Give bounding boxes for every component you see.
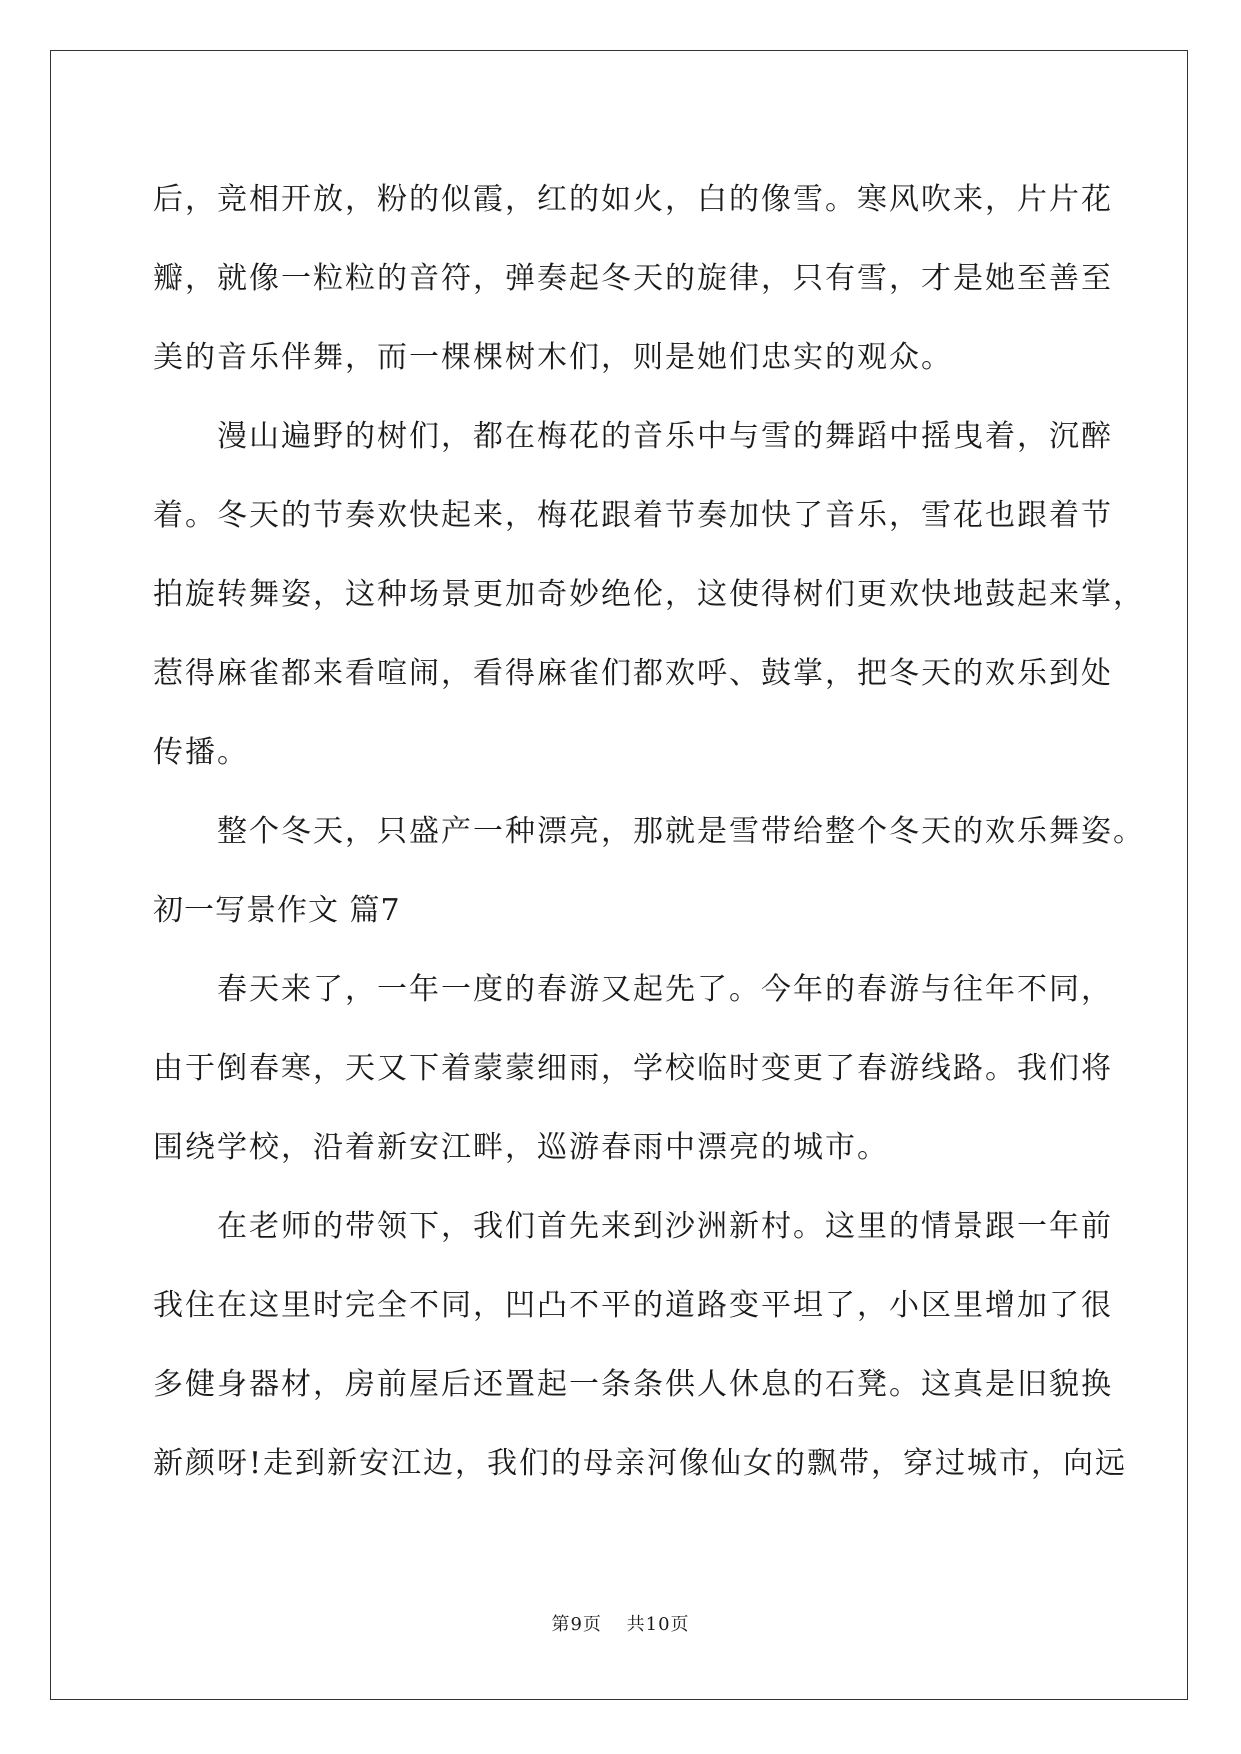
text-line: 新颜呀!走到新安江边，我们的母亲河像仙女的飘带，穿过城市，向远 xyxy=(153,1446,1128,1481)
text-line: 美的音乐伴舞，而一棵棵树木们，则是她们忠实的观众。 xyxy=(153,340,953,375)
section-heading: 初一写景作文 篇7 xyxy=(153,893,401,928)
text-line: 瓣，就像一粒粒的音符，弹奏起冬天的旋律，只有雪，才是她至善至 xyxy=(153,261,1113,296)
text-line: 惹得麻雀都来看喧闹，看得麻雀们都欢呼、鼓掌，把冬天的欢乐到处 xyxy=(153,656,1113,691)
text-line: 漫山遍野的树们，都在梅花的音乐中与雪的舞蹈中摇曳着，沉醉 xyxy=(217,419,1113,454)
text-line: 在老师的带领下，我们首先来到沙洲新村。这里的情景跟一年前 xyxy=(217,1209,1113,1244)
text-line: 传播。 xyxy=(153,735,249,770)
text-line: 后，竞相开放，粉的似霞，红的如火，白的像雪。寒风吹来，片片花 xyxy=(153,182,1113,217)
document-body xyxy=(153,160,1145,1503)
text-line: 围绕学校，沿着新安江畔，巡游春雨中漂亮的城市。 xyxy=(153,1130,889,1165)
text-line: 多健身器材，房前屋后还置起一条条供人休息的石凳。这真是旧貌换 xyxy=(153,1367,1113,1402)
text-line: 由于倒春寒，天又下着蒙蒙细雨，学校临时变更了春游线路。我们将 xyxy=(153,1051,1113,1086)
page-footer xyxy=(0,1610,1241,1636)
text-line: 春天来了，一年一度的春游又起先了。今年的春游与往年不同， xyxy=(217,972,1113,1007)
page-number: 第9页 xyxy=(551,1614,602,1635)
text-line: 我住在这里时完全不同，凹凸不平的道路变平坦了，小区里增加了很 xyxy=(153,1288,1113,1323)
text-line: 着。冬天的节奏欢快起来，梅花跟着节奏加快了音乐，雪花也跟着节 xyxy=(153,498,1113,533)
text-line: 整个冬天，只盛产一种漂亮，那就是雪带给整个冬天的欢乐舞姿。 xyxy=(217,814,1145,849)
text-line: 拍旋转舞姿，这种场景更加奇妙绝伦，这使得树们更欢快地鼓起来掌， xyxy=(153,577,1145,612)
page-total: 共10页 xyxy=(626,1614,690,1635)
